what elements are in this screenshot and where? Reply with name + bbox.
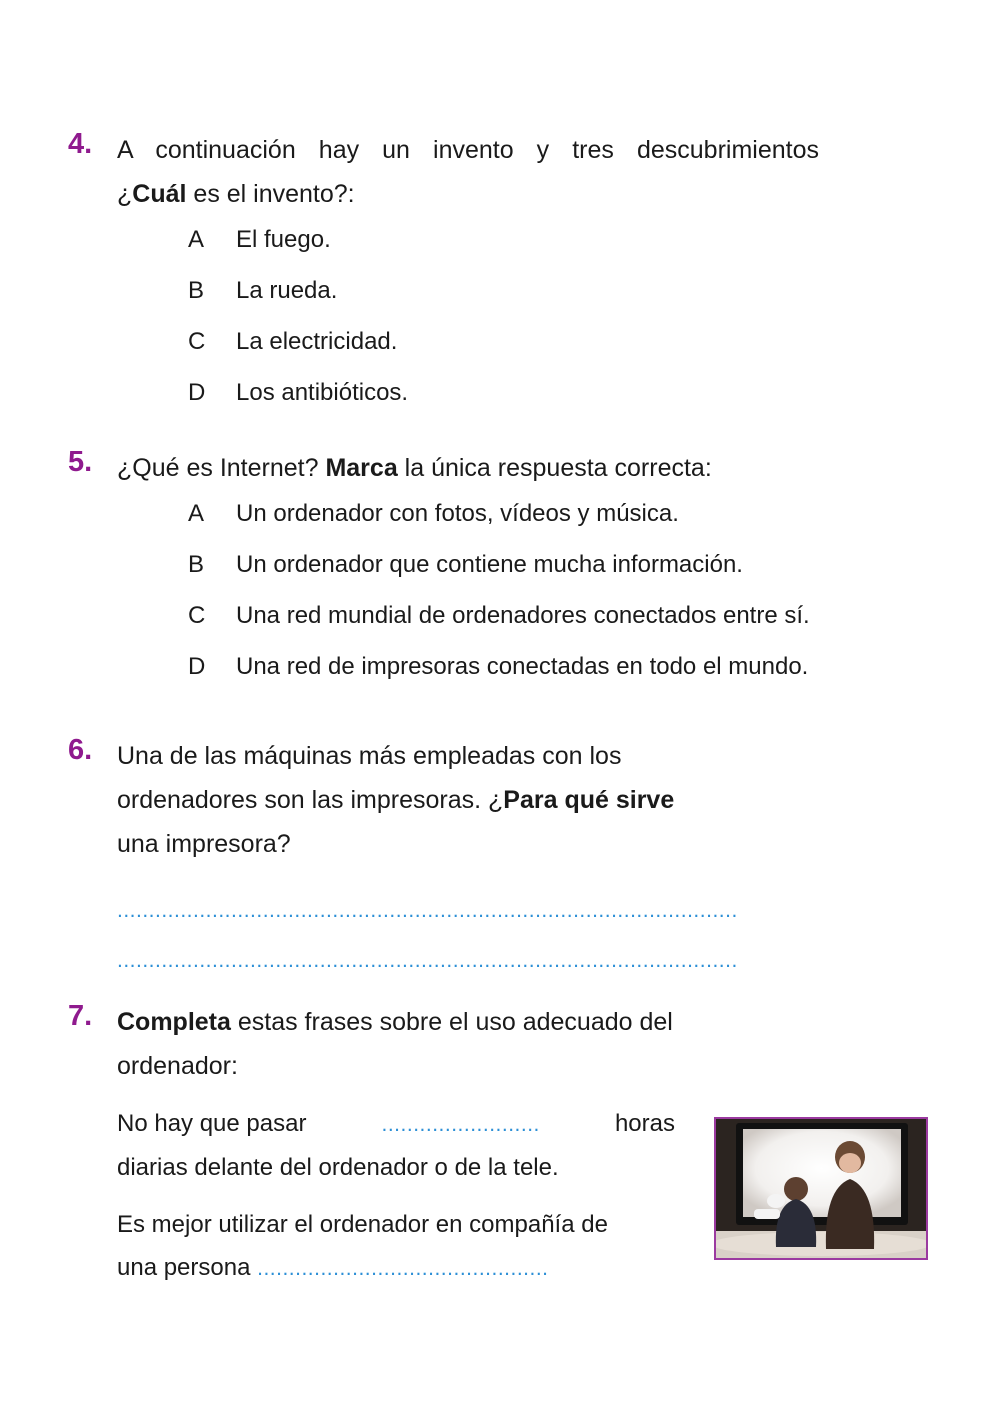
text-fragment: una persona (117, 1254, 258, 1281)
option-d[interactable] (188, 651, 928, 702)
bold-word: Marca (325, 454, 398, 482)
option-d[interactable] (188, 377, 928, 428)
answer-area (68, 886, 928, 986)
option-a[interactable] (188, 498, 928, 549)
option-b[interactable] (188, 275, 928, 326)
text-fragment: No hay que pasar (117, 1110, 307, 1137)
option-letter: A (188, 500, 205, 527)
sentence-1-line-2: diarias delante del ordenador o de la tele. (117, 1154, 559, 1181)
answer-line-1[interactable]: .................................................................................................. (117, 899, 738, 922)
option-c[interactable] (188, 326, 928, 377)
question-6 (68, 734, 928, 986)
blank-hours[interactable]: ......................... (381, 1113, 540, 1136)
option-letter: B (188, 277, 205, 304)
question-line-1: Una de las máquinas más empleadas con los (117, 742, 622, 770)
question-line-2 (117, 778, 819, 822)
option-letter: A (188, 226, 205, 253)
sentence-2 (117, 1203, 675, 1290)
text-fragment: ¿ (117, 180, 133, 208)
question-text (117, 734, 819, 866)
question-text (117, 446, 897, 490)
sentence-1-line-1 (117, 1102, 675, 1146)
option-letter: B (188, 551, 205, 578)
option-text: Un ordenador que contiene mucha información. (236, 551, 743, 578)
blank-person[interactable]: .............................................. (257, 1257, 549, 1280)
question-5 (68, 446, 928, 702)
question-line-2 (117, 172, 819, 216)
question-text (117, 128, 819, 216)
answer-line-2[interactable]: .................................................................................................. (117, 949, 738, 972)
options-list (188, 224, 928, 428)
option-letter: C (188, 328, 206, 355)
option-c[interactable] (188, 600, 928, 651)
bold-word: Cuál (132, 180, 187, 208)
text-fragment: ¿Qué es Internet? (117, 454, 326, 482)
bold-word: Para qué sirve (503, 786, 675, 814)
question-line-1: A continuación hay un invento y tres descubrimientos (117, 136, 819, 164)
question-4 (68, 128, 928, 428)
option-text: Una red de impresoras conectadas en todo el mundo. (236, 653, 809, 680)
option-letter: D (188, 379, 206, 406)
option-letter: C (188, 602, 206, 629)
question-number: 4. (68, 128, 93, 160)
option-letter: D (188, 653, 206, 680)
sentence-1 (117, 1102, 675, 1189)
sentence-2-line-1: Es mejor utilizar el ordenador en compañía de (117, 1211, 608, 1238)
bold-word: Completa (117, 1008, 231, 1036)
question-number: 6. (68, 734, 93, 766)
option-a[interactable] (188, 224, 928, 275)
option-text: La electricidad. (236, 328, 398, 355)
options-list (188, 498, 928, 702)
tv-illustration (716, 1119, 926, 1258)
question-line-2: ordenador: (117, 1052, 238, 1080)
text-fragment: la única respuesta correcta: (397, 454, 712, 482)
question-line-3: una impresora? (117, 830, 291, 858)
sentence-2-line-2 (117, 1246, 675, 1290)
text-fragment: horas (614, 1110, 675, 1137)
option-text: La rueda. (236, 277, 338, 304)
question-line-1 (117, 1000, 819, 1044)
text-fragment: estas frases sobre el uso adecuado del (230, 1008, 673, 1036)
question-number: 5. (68, 446, 93, 478)
option-b[interactable] (188, 549, 928, 600)
question-number: 7. (68, 1000, 93, 1032)
question-text (117, 1000, 819, 1088)
option-text: Los antibióticos. (236, 379, 409, 406)
option-text: El fuego. (236, 226, 331, 253)
option-text: Un ordenador con fotos, vídeos y música. (236, 500, 679, 527)
text-fragment: ordenadores son las impresoras. ¿ (117, 786, 504, 814)
children-watching-tv-image (714, 1117, 928, 1260)
option-text: Una red mundial de ordenadores conectados entre sí. (236, 602, 810, 629)
text-fragment: es el invento?: (186, 180, 355, 208)
